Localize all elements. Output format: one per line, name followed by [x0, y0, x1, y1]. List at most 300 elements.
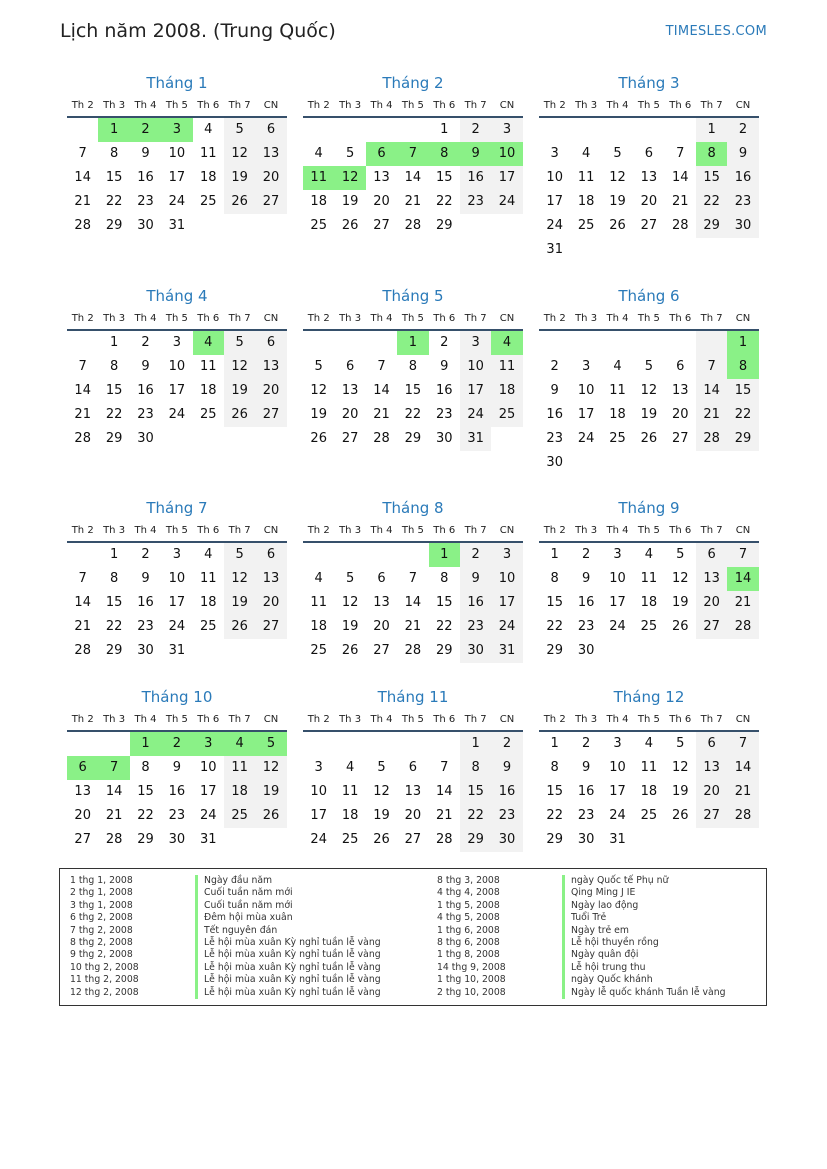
weekday-header [67, 708, 287, 732]
day-cell: 5 [224, 543, 255, 567]
day-cell: 23 [577, 808, 595, 823]
legend-column-left [70, 875, 381, 999]
day-cell: 8 [109, 571, 119, 586]
empty-cell [366, 331, 397, 355]
day-cell: 2 [130, 118, 161, 142]
day-cell: 12 [255, 756, 286, 780]
day-cell: 21 [74, 619, 91, 634]
month-12 [539, 686, 759, 852]
legend-date: 2 thg 1, 2008 [70, 887, 133, 899]
day-cell: 4 [204, 547, 213, 562]
weekday-label: Th 4 [134, 313, 157, 324]
day-cell: 11 [224, 756, 255, 780]
day-cell: 25 [640, 619, 658, 634]
day-cell: 28 [74, 643, 91, 658]
day-cell: 29 [105, 431, 123, 446]
empty-cell [98, 732, 129, 756]
day-cell: 4 [644, 736, 653, 751]
day-cell: 26 [310, 431, 327, 446]
day-cell: 31 [199, 832, 217, 847]
weekday-header [539, 519, 759, 543]
day-grid [539, 118, 759, 262]
legend-row [437, 925, 725, 937]
legend-date: 4 thg 4, 2008 [437, 887, 500, 899]
legend-row [70, 937, 381, 949]
day-cell: 27 [255, 190, 286, 214]
legend-row [70, 987, 381, 999]
day-cell: 8 [696, 142, 727, 166]
day-cell: 25 [199, 619, 217, 634]
day-cell: 30 [137, 431, 154, 446]
day-cell: 1 [460, 732, 491, 756]
empty-cell [397, 543, 428, 567]
weekday-label: Th 5 [401, 714, 424, 725]
day-cell: 11 [341, 784, 359, 799]
day-cell: 17 [609, 784, 626, 799]
day-cell: 6 [255, 543, 286, 567]
day-cell: 21 [105, 808, 123, 823]
day-cell: 29 [460, 828, 491, 852]
day-cell: 25 [224, 804, 255, 828]
day-cell: 4 [345, 760, 355, 775]
day-cell: 20 [341, 407, 359, 422]
day-cell: 6 [377, 571, 386, 586]
month-3 [539, 72, 759, 262]
day-cell: 28 [671, 218, 689, 233]
empty-cell [303, 543, 334, 567]
weekday-header [303, 519, 523, 543]
day-cell: 9 [141, 571, 150, 586]
day-cell: 2 [161, 732, 192, 756]
day-cell: 29 [546, 832, 563, 847]
legend-holiday-name: ngày Quốc tế Phụ nữ [562, 875, 668, 887]
day-cell: 7 [676, 146, 685, 161]
legend-date: 3 thg 1, 2008 [70, 899, 133, 911]
day-cell: 2 [141, 547, 150, 562]
weekday-label: Th 7 [228, 313, 251, 324]
weekday-label: Th 4 [606, 714, 629, 725]
weekday-label: Th 6 [197, 100, 220, 111]
day-cell: 1 [550, 736, 559, 751]
weekday-label: Th 7 [464, 313, 487, 324]
weekday-label: Th 4 [370, 714, 393, 725]
weekday-label: Th 5 [165, 100, 188, 111]
day-cell: 15 [137, 784, 154, 799]
weekday-label: Th 5 [165, 714, 188, 725]
legend-row [437, 962, 725, 974]
weekday-label: CN [499, 714, 515, 725]
weekday-label: CN [499, 100, 515, 111]
day-cell: 23 [491, 804, 522, 828]
weekday-label: Th 3 [575, 313, 598, 324]
day-cell: 14 [404, 595, 422, 610]
day-cell: 16 [137, 170, 154, 185]
day-cell: 24 [310, 832, 327, 847]
day-cell: 14 [74, 383, 91, 398]
day-cell: 14 [696, 379, 727, 403]
legend-row [437, 974, 725, 986]
weekday-label: Th 3 [339, 100, 362, 111]
month-name: Tháng 7 [146, 499, 208, 517]
day-cell: 13 [696, 756, 727, 780]
weekday-label: Th 5 [165, 313, 188, 324]
weekday-label: Th 2 [71, 525, 94, 536]
day-cell: 18 [640, 784, 658, 799]
day-cell: 5 [377, 760, 386, 775]
day-cell: 10 [460, 355, 491, 379]
holiday-legend [59, 868, 767, 1006]
empty-cell [397, 732, 428, 756]
day-cell: 16 [460, 591, 491, 615]
weekday-header [539, 708, 759, 732]
day-cell: 29 [435, 643, 453, 658]
legend-row [437, 949, 725, 961]
weekday-label: Th 6 [669, 525, 692, 536]
day-cell: 28 [373, 431, 390, 446]
day-cell: 14 [373, 383, 390, 398]
day-cell: 30 [491, 828, 522, 852]
day-cell: 26 [255, 804, 286, 828]
day-cell: 13 [74, 784, 91, 799]
day-cell: 30 [137, 218, 154, 233]
weekday-label: Th 3 [339, 313, 362, 324]
day-cell: 18 [224, 780, 255, 804]
legend-holiday-name: Ngày đầu năm [195, 875, 272, 887]
empty-cell [397, 118, 428, 142]
day-cell: 18 [310, 194, 327, 209]
day-cell: 9 [727, 142, 758, 166]
day-cell: 3 [172, 335, 181, 350]
weekday-label: Th 5 [637, 100, 660, 111]
day-cell: 3 [581, 359, 591, 374]
day-cell: 24 [199, 808, 217, 823]
day-cell: 3 [314, 760, 323, 775]
day-cell: 19 [671, 784, 689, 799]
day-cell: 1 [440, 122, 449, 137]
day-cell: 8 [141, 760, 150, 775]
day-cell: 11 [491, 355, 522, 379]
day-cell: 14 [74, 170, 91, 185]
weekday-label: Th 3 [575, 525, 598, 536]
day-cell: 14 [727, 756, 758, 780]
day-cell: 7 [78, 571, 87, 586]
month-name: Tháng 10 [141, 688, 213, 706]
day-cell: 7 [377, 359, 386, 374]
day-cell: 7 [98, 756, 129, 780]
day-cell: 11 [303, 166, 334, 190]
day-cell: 17 [546, 194, 563, 209]
day-cell: 28 [727, 615, 758, 639]
day-cell: 22 [546, 808, 563, 823]
day-cell: 26 [224, 403, 255, 427]
day-cell: 23 [577, 619, 595, 634]
day-cell: 17 [310, 808, 327, 823]
legend-date: 7 thg 2, 2008 [70, 924, 133, 936]
day-cell: 18 [640, 595, 658, 610]
day-cell: 11 [640, 571, 658, 586]
empty-cell [665, 118, 696, 142]
day-cell: 18 [491, 379, 522, 403]
day-cell: 20 [671, 407, 689, 422]
day-cell: 2 [581, 547, 591, 562]
day-cell: 13 [696, 567, 727, 591]
day-grid [303, 543, 523, 663]
month-name: Tháng 1 [146, 74, 208, 92]
empty-cell [303, 118, 334, 142]
legend-holiday-name: ngày Quốc khánh [562, 974, 653, 986]
day-cell: 23 [137, 194, 154, 209]
day-cell: 13 [373, 595, 390, 610]
day-cell: 16 [137, 595, 154, 610]
weekday-label: Th 2 [543, 714, 566, 725]
day-cell: 20 [696, 591, 727, 615]
day-cell: 12 [341, 595, 359, 610]
weekday-label: Th 6 [433, 525, 456, 536]
weekday-label: Th 5 [637, 313, 660, 324]
day-cell: 29 [546, 643, 563, 658]
weekday-header [303, 94, 523, 118]
weekday-label: CN [263, 714, 279, 725]
day-cell: 16 [727, 166, 758, 190]
empty-cell [67, 118, 98, 142]
day-cell: 28 [74, 218, 91, 233]
day-cell: 9 [141, 146, 150, 161]
day-cell: 31 [460, 427, 491, 451]
weekday-label: Th 7 [228, 525, 251, 536]
day-cell: 4 [193, 331, 224, 355]
day-cell: 22 [460, 804, 491, 828]
day-cell: 29 [105, 643, 123, 658]
month-name: Tháng 8 [382, 499, 444, 517]
legend-date: 12 thg 2, 2008 [70, 986, 139, 998]
day-cell: 28 [727, 804, 758, 828]
legend-row [437, 937, 725, 949]
day-cell: 15 [435, 170, 453, 185]
day-cell: 8 [109, 146, 119, 161]
day-cell: 18 [199, 383, 217, 398]
weekday-label: Th 4 [606, 313, 629, 324]
day-cell: 12 [640, 383, 658, 398]
weekday-label: Th 6 [433, 714, 456, 725]
day-cell: 24 [577, 431, 595, 446]
empty-cell [334, 732, 365, 756]
legend-row [70, 900, 381, 912]
day-cell: 20 [373, 194, 390, 209]
day-grid [539, 331, 759, 475]
day-cell: 2 [460, 118, 491, 142]
day-cell: 26 [341, 218, 359, 233]
weekday-label: Th 4 [134, 714, 157, 725]
day-cell: 14 [105, 784, 123, 799]
day-cell: 27 [74, 832, 91, 847]
legend-date: 8 thg 2, 2008 [70, 936, 133, 948]
weekday-label: Th 2 [307, 313, 330, 324]
day-cell: 3 [550, 146, 559, 161]
day-grid [67, 732, 287, 852]
weekday-header [539, 307, 759, 331]
month-8 [303, 497, 523, 663]
empty-cell [633, 331, 664, 355]
weekday-header [67, 519, 287, 543]
day-cell: 16 [435, 383, 453, 398]
legend-row [70, 912, 381, 924]
legend-holiday-name: Lễ hội mùa xuân Kỳ nghỉ tuần lễ vàng [195, 987, 381, 999]
day-cell: 28 [696, 427, 727, 451]
day-cell: 8 [440, 571, 449, 586]
day-cell: 21 [74, 194, 91, 209]
day-cell: 25 [310, 643, 327, 658]
day-cell: 24 [491, 190, 522, 214]
day-cell: 5 [314, 359, 323, 374]
day-cell: 17 [168, 595, 186, 610]
day-cell: 27 [255, 403, 286, 427]
legend-date: 8 thg 3, 2008 [437, 875, 500, 886]
day-cell: 27 [671, 431, 689, 446]
legend-date: 11 thg 2, 2008 [70, 974, 139, 986]
day-cell: 9 [440, 359, 449, 374]
day-cell: 3 [172, 547, 181, 562]
day-cell: 19 [224, 591, 255, 615]
empty-cell [303, 331, 334, 355]
weekday-label: Th 4 [606, 100, 629, 111]
weekday-label: Th 5 [401, 525, 424, 536]
day-cell: 10 [168, 359, 186, 374]
weekday-label: CN [263, 100, 279, 111]
day-cell: 28 [435, 832, 453, 847]
empty-cell [539, 331, 570, 355]
weekday-label: Th 4 [606, 525, 629, 536]
weekday-label: Th 3 [103, 100, 126, 111]
day-cell: 1 [109, 335, 119, 350]
day-cell: 18 [199, 595, 217, 610]
day-grid [303, 118, 523, 238]
day-cell: 14 [435, 784, 453, 799]
day-cell: 23 [435, 407, 453, 422]
day-cell: 30 [546, 455, 563, 470]
month-7 [67, 497, 287, 663]
day-cell: 11 [640, 760, 658, 775]
day-cell: 15 [105, 383, 123, 398]
day-cell: 5 [644, 359, 653, 374]
day-cell: 13 [640, 170, 658, 185]
weekday-label: Th 2 [307, 100, 330, 111]
month-4 [67, 285, 287, 451]
weekday-label: Th 6 [197, 714, 220, 725]
day-cell: 7 [78, 146, 87, 161]
day-cell: 9 [491, 756, 522, 780]
day-cell: 9 [460, 567, 491, 591]
day-cell: 1 [98, 118, 129, 142]
empty-cell [570, 118, 601, 142]
day-cell: 6 [67, 756, 98, 780]
day-cell: 21 [727, 591, 758, 615]
weekday-label: Th 2 [307, 525, 330, 536]
day-cell: 21 [671, 194, 689, 209]
day-cell: 17 [168, 170, 186, 185]
day-cell: 9 [581, 571, 591, 586]
day-cell: 22 [105, 619, 123, 634]
weekday-label: Th 4 [134, 100, 157, 111]
weekday-label: Th 2 [307, 714, 330, 725]
day-cell: 20 [373, 619, 390, 634]
day-cell: 30 [168, 832, 186, 847]
day-cell: 11 [609, 383, 626, 398]
day-cell: 30 [460, 639, 491, 663]
day-cell: 20 [255, 591, 286, 615]
day-cell: 2 [440, 335, 449, 350]
weekday-label: Th 7 [464, 714, 487, 725]
day-cell: 16 [546, 407, 563, 422]
day-cell: 2 [460, 543, 491, 567]
day-cell: 19 [310, 407, 327, 422]
weekday-label: Th 4 [370, 525, 393, 536]
empty-cell [633, 118, 664, 142]
day-grid [303, 732, 523, 852]
day-cell: 15 [460, 780, 491, 804]
legend-date: 1 thg 8, 2008 [437, 949, 500, 961]
day-cell: 11 [199, 571, 217, 586]
day-cell: 10 [168, 146, 186, 161]
day-cell: 10 [199, 760, 217, 775]
day-cell: 4 [204, 122, 213, 137]
weekday-label: Th 6 [669, 714, 692, 725]
legend-holiday-name: Lễ hội mùa xuân Kỳ nghỉ tuần lễ vàng [195, 949, 381, 961]
weekday-header [67, 307, 287, 331]
empty-cell [334, 118, 365, 142]
day-cell: 20 [255, 379, 286, 403]
weekday-label: Th 3 [103, 313, 126, 324]
day-cell: 30 [137, 643, 154, 658]
weekday-label: Th 6 [669, 100, 692, 111]
day-cell: 11 [577, 170, 595, 185]
day-cell: 27 [341, 431, 359, 446]
weekday-label: Th 6 [669, 313, 692, 324]
day-cell: 5 [345, 146, 355, 161]
weekday-label: Th 3 [339, 525, 362, 536]
month-name: Tháng 6 [618, 287, 680, 305]
day-cell: 13 [255, 567, 286, 591]
day-cell: 1 [397, 331, 428, 355]
day-cell: 24 [609, 619, 626, 634]
weekday-label: CN [735, 313, 751, 324]
legend-holiday-name: Cuối tuần năm mới [195, 887, 293, 899]
day-cell: 12 [224, 142, 255, 166]
day-cell: 28 [74, 431, 91, 446]
day-cell: 10 [491, 567, 522, 591]
empty-cell [366, 543, 397, 567]
day-cell: 17 [491, 591, 522, 615]
day-cell: 20 [255, 166, 286, 190]
empty-cell [67, 543, 98, 567]
legend-holiday-name: Qing Ming J IE [562, 887, 635, 899]
day-cell: 19 [373, 808, 390, 823]
day-cell: 5 [255, 732, 286, 756]
month-10 [67, 686, 287, 852]
day-cell: 25 [310, 218, 327, 233]
empty-cell [303, 732, 334, 756]
day-cell: 10 [609, 571, 626, 586]
empty-cell [366, 732, 397, 756]
day-cell: 13 [341, 383, 359, 398]
day-cell: 25 [609, 431, 626, 446]
day-grid [303, 331, 523, 451]
legend-row [437, 875, 725, 887]
weekday-label: Th 5 [165, 525, 188, 536]
brand-link[interactable]: TIMESLES.COM [665, 24, 767, 39]
day-cell: 31 [168, 218, 186, 233]
day-cell: 23 [546, 431, 563, 446]
legend-holiday-name: Đêm hội mùa xuân [195, 912, 293, 924]
